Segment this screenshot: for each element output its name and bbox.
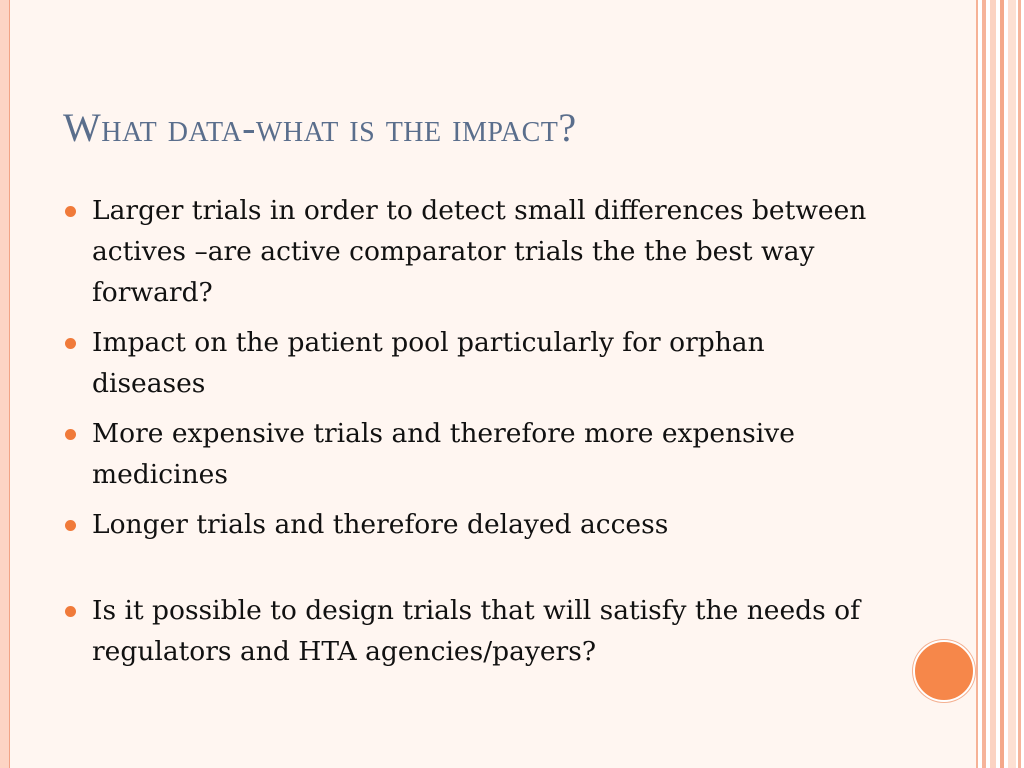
decorative-stripe <box>1018 0 1021 768</box>
bullet-dot-icon <box>65 606 76 617</box>
bullet-item <box>63 322 883 404</box>
left-border-stripe <box>0 0 10 768</box>
bullet-list <box>63 190 883 681</box>
bullet-item <box>63 190 883 313</box>
bullet-item <box>63 413 883 495</box>
bullet-text: More expensive trials and therefore more expensive medicines <box>92 418 795 490</box>
bullet-dot-icon <box>65 338 76 349</box>
decorative-stripe <box>1000 0 1004 768</box>
bullet-dot-icon <box>65 429 76 440</box>
bullet-text: Longer trials and therefore delayed access <box>92 509 669 540</box>
bullet-item <box>63 504 883 545</box>
bullet-dot-icon <box>65 206 76 217</box>
decorative-stripe <box>1008 0 1016 768</box>
decorative-stripe <box>990 0 996 768</box>
bullet-text: Is it possible to design trials that will satisfy the needs of regulators and HTA agencies/payers? <box>92 595 860 667</box>
bullet-text: Impact on the patient pool particularly for orphan diseases <box>92 327 765 399</box>
decorative-circle-icon <box>913 640 975 702</box>
bullet-text: Larger trials in order to detect small differences between actives –are active comparator trials the the best way forward? <box>92 195 867 308</box>
bullet-item <box>63 590 883 672</box>
slide-title: What data-what is the impact? <box>63 105 577 150</box>
decorative-stripe <box>982 0 986 768</box>
bullet-dot-icon <box>65 520 76 531</box>
